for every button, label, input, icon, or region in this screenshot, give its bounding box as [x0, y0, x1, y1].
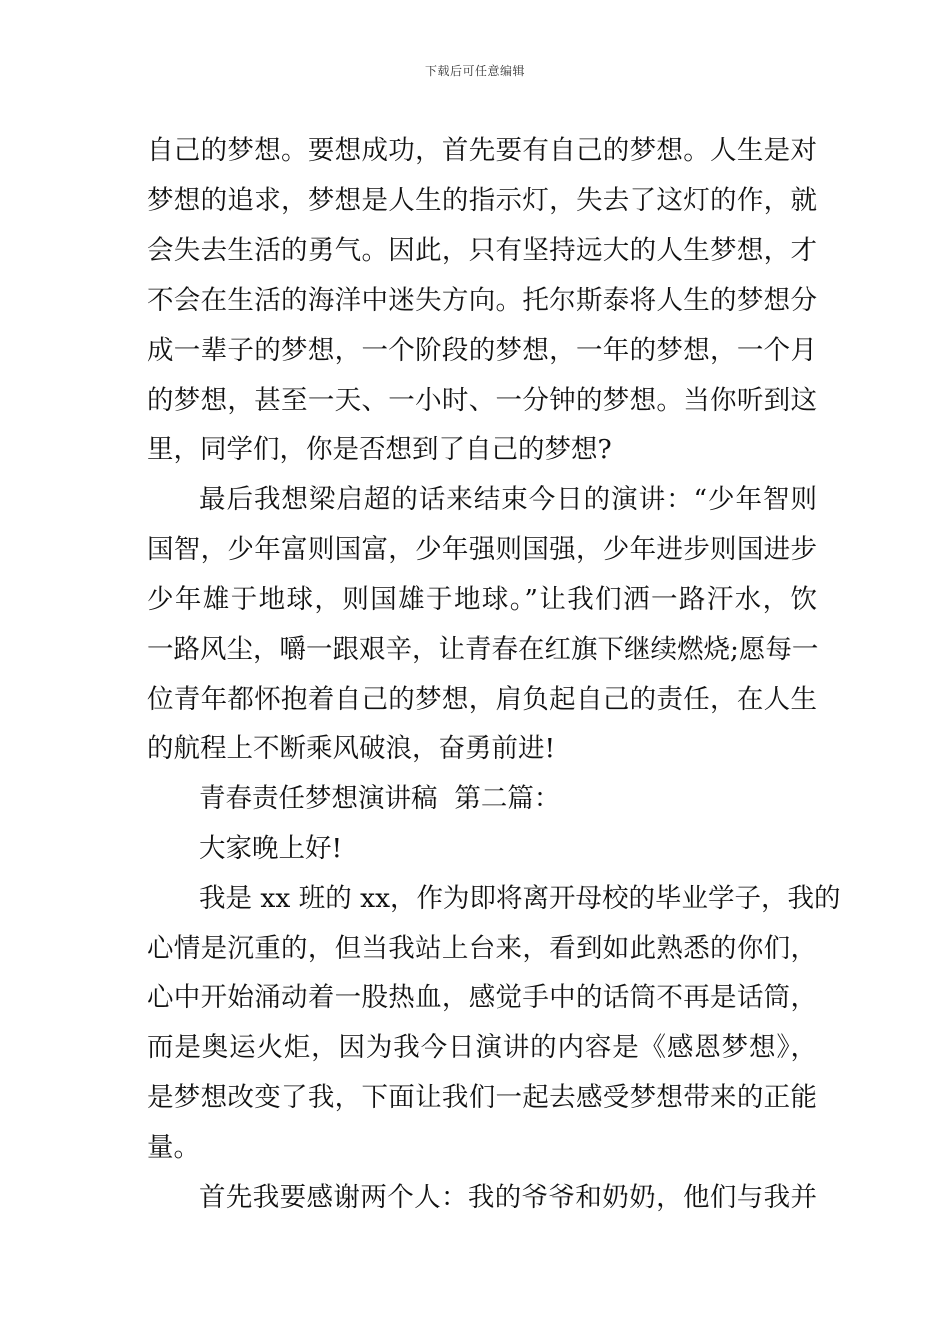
text-line-21: 量。 — [147, 1132, 200, 1163]
text-line-16: 我是 xx 班的 xx，作为即将离开母校的毕业学子，我的 — [199, 883, 841, 914]
text-line-20: 是梦想改变了我，下面让我们一起去感受梦想带来的正能 — [147, 1082, 817, 1113]
text-line-4: 不会在生活的海洋中迷失方向。托尔斯泰将人生的梦想分 — [147, 285, 817, 316]
text-line-2: 梦想的追求，梦想是人生的指示灯，失去了这灯的作，就 — [147, 185, 817, 216]
greeting-line: 大家晚上好! — [199, 833, 343, 864]
text-line-19: 而是奥运火炬，因为我今日演讲的内容是《感恩梦想》， — [147, 1032, 817, 1063]
text-line-1: 自己的梦想。要想成功，首先要有自己的梦想。人生是对 — [147, 135, 817, 166]
text-line-10: 少年雄于地球，则国雄于地球。”让我们洒一路汗水，饮 — [147, 584, 817, 615]
text-line-9: 国智，少年富则国富，少年强则国强，少年进步则国进步 — [147, 534, 817, 565]
text-line-6: 的梦想，甚至一天、一小时、一分钟的梦想。当你听到这 — [147, 385, 817, 416]
text-line-7: 里，同学们，你是否想到了自己的梦想? — [147, 434, 612, 465]
text-line-22: 首先我要感谢两个人：我的爷爷和奶奶，他们与我并 — [199, 1182, 817, 1213]
text-line-17: 心情是沉重的，但当我站上台来，看到如此熟悉的你们， — [147, 933, 817, 964]
text-line-11: 一路风尘，嚼一跟艰辛，让青春在红旗下继续燃烧;愿每一 — [147, 634, 819, 665]
text-line-5: 成一辈子的梦想，一个阶段的梦想，一年的梦想，一个月 — [147, 335, 817, 366]
text-line-13: 的航程上不断乘风破浪，奋勇前进! — [147, 733, 556, 764]
page-header-note: 下载后可任意编辑 — [424, 64, 525, 78]
text-line-3: 会失去生活的勇气。因此，只有坚持远大的人生梦想，才 — [147, 235, 817, 266]
text-line-12: 位青年都怀抱着自己的梦想，肩负起自己的责任，在人生 — [147, 684, 817, 715]
text-line-8: 最后我想梁启超的话来结束今日的演讲：“少年智则 — [199, 484, 817, 515]
section-heading: 青春责任梦想演讲稿 第二篇： — [199, 783, 561, 814]
text-line-18: 心中开始涌动着一股热血，感觉手中的话筒不再是话筒， — [147, 982, 817, 1013]
